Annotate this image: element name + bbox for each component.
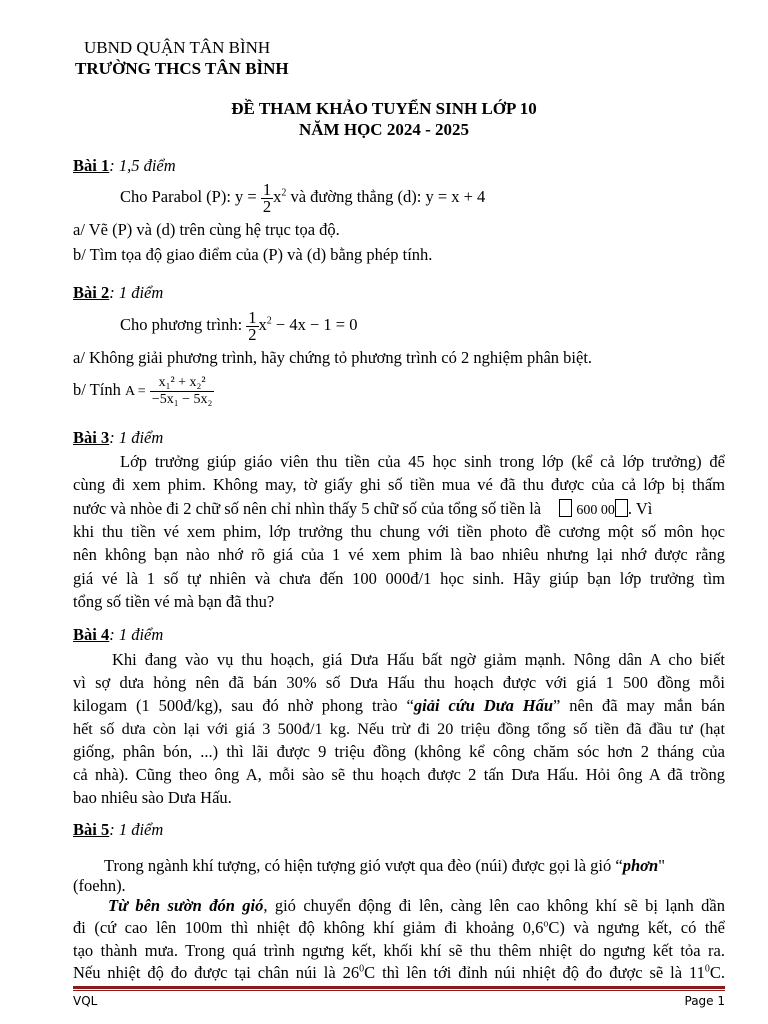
bai5-para2-line: tạo thành mưa. Trong quá trình ngưng kết, khối khí sẽ thu thêm nhiệt do ngưng kết tỏa ra. bbox=[73, 941, 725, 960]
bai5-para2-line bbox=[73, 918, 725, 938]
bai4-line: vì sợ dưa hỏng nên đã bán 30% số Dưa Hấu thu hoạch được với giá 1 500 đồng mỗi bbox=[73, 673, 725, 692]
bai3-line: khi thu tiền vé xem phim, lớp trưởng thu chung với tiền photo đề cương một số môn học bbox=[73, 522, 725, 541]
bai5-p2-l4-a: Nếu nhiệt độ đo được tại chân núi là 26 bbox=[73, 963, 360, 982]
bai2-label: Bài 2 bbox=[73, 283, 110, 302]
bai2-heading bbox=[73, 283, 725, 303]
bai3-visible-digits: 600 00 bbox=[576, 503, 615, 518]
bai1-heading bbox=[73, 156, 725, 176]
bai2-eq-tail: − 4x − 1 = 0 bbox=[271, 315, 358, 334]
bai3-line3-text: nước và nhòe đi 2 chữ số nên chỉ nhìn thấy 5 chữ số của tổng số tiền là bbox=[73, 499, 542, 518]
bai1-label: Bài 1 bbox=[73, 156, 110, 175]
bai5-p1-text: Trong ngành khí tượng, có hiện tượng gió vượt qua đèo (núi) được gọi là gió “ bbox=[104, 856, 623, 875]
A-den: −5x₁ − 5x₂ bbox=[151, 391, 213, 407]
bai5-p2-l2-b: C) và ngưng kết, có thể bbox=[548, 918, 726, 937]
bai5-heading bbox=[73, 820, 725, 840]
bai2-points: : 1 điểm bbox=[109, 283, 164, 302]
bai2-A-fraction bbox=[150, 375, 215, 408]
bai5-p2-l2-a: đi (cứ cao lên 100m thì nhiệt độ không khí giảm đi khoảng 0,6 bbox=[73, 918, 544, 937]
bai3-line: cùng đi xem phim. Không may, tờ giấy ghi số tiền mua vé đã thu được của cả lớp bị thấm bbox=[73, 475, 725, 494]
bai4-line3-a: kilogam (1 500đ/kg), sau đó nhờ phong trào “ bbox=[73, 696, 414, 715]
bai5-phon: phơn bbox=[622, 856, 659, 875]
bai5-para1 bbox=[104, 856, 725, 876]
degree-sup: 0 bbox=[704, 963, 710, 975]
bai1-intro bbox=[120, 181, 485, 215]
footer-rule bbox=[73, 986, 725, 989]
bai3-heading bbox=[73, 428, 725, 448]
bai1-fraction bbox=[261, 179, 273, 216]
bai2-intro-text: Cho phương trình: bbox=[120, 315, 247, 334]
bai1-part-a: a/ Vẽ (P) và (d) trên cùng hệ trục tọa độ. bbox=[73, 220, 340, 239]
bai5-label: Bài 5 bbox=[73, 820, 110, 839]
bai3-line: tổng số tiền vé mà bạn đã thu? bbox=[73, 592, 275, 611]
bai4-line: cả nhà). Cũng theo ông A, mỗi sào sẽ thu hoạch được 2 tấn Dưa Hấu. Hỏi ông A đã trồng bbox=[73, 765, 725, 784]
footer-author: VQL bbox=[73, 994, 98, 1008]
bai4-heading bbox=[73, 625, 725, 645]
A-num: x₁² + x₂² bbox=[150, 375, 215, 392]
frac-den: 2 bbox=[248, 324, 257, 344]
frac-num: 1 bbox=[248, 307, 257, 327]
frac-num: 1 bbox=[262, 179, 272, 199]
bai3-line3-tail: . Vì bbox=[627, 499, 653, 518]
bai5-para2 bbox=[108, 896, 725, 916]
blurred-digit-box bbox=[559, 499, 572, 517]
bai5-para2-line bbox=[73, 963, 725, 983]
bai5-para1-line2: (foehn). bbox=[73, 876, 126, 895]
bai5-p1-close: " bbox=[658, 856, 665, 875]
footer-rule-thin bbox=[73, 990, 725, 991]
bai4-line: Khi đang vào vụ thu hoạch, giá Dưa Hấu bất ngờ giảm mạnh. Nông dân A cho biết bbox=[112, 650, 725, 669]
bai5-p2-text: , gió chuyển động đi lên, càng lên cao không khí sẽ bị lạnh dần bbox=[263, 896, 725, 915]
bai4-line: giống, phân bón, ...) thì lãi được 9 triệu đồng (không kể công chăm sóc hơn 2 tháng của bbox=[73, 742, 725, 761]
bai5-points: : 1 điểm bbox=[109, 820, 164, 839]
bai5-windward: Từ bên sườn đón gió bbox=[108, 896, 264, 915]
bai2-x: x bbox=[258, 315, 267, 334]
bai1-line-d: và đường thẳng (d): y = x + 4 bbox=[286, 187, 486, 206]
frac-den: 2 bbox=[262, 196, 272, 216]
school-name: TRƯỜNG THCS TÂN BÌNH bbox=[75, 59, 289, 78]
bai1-intro-text: Cho Parabol (P): y = bbox=[120, 187, 257, 206]
bai3-line bbox=[73, 498, 725, 522]
degree-sup: 0 bbox=[359, 963, 365, 975]
bai2-fraction bbox=[246, 307, 258, 344]
bai4-line bbox=[73, 696, 725, 716]
school-year: NĂM HỌC 2024 - 2025 bbox=[299, 120, 469, 139]
bai2-part-b-label: b/ Tính bbox=[73, 380, 125, 399]
exam-title: ĐỀ THAM KHẢO TUYỂN SINH LỚP 10 bbox=[231, 99, 537, 118]
bai4-points: : 1 điểm bbox=[109, 625, 164, 644]
bai5-p2-l4-b: C thì lên tới đỉnh núi nhiệt độ đo được sẽ là 11 bbox=[364, 963, 705, 982]
bai4-line: hết số dưa còn lại với giá 3 500đ/1 kg. Nếu trừ đi 20 triệu đồng tổng số tiền đã đầu tư (hạt bbox=[73, 720, 725, 738]
bai3-line: Lớp trưởng giúp giáo viên thu tiền của 45 học sinh trong lớp (kể cả lớp trưởng) để bbox=[120, 452, 725, 471]
bai2-A-eq: A = bbox=[124, 384, 146, 399]
bai3-label: Bài 3 bbox=[73, 428, 110, 447]
bai3-line: nên không bạn nào nhớ rõ giá của 1 vé xem phim là bao nhiêu nhưng lại nhớ được rằng bbox=[73, 545, 725, 564]
degree-sup: o bbox=[543, 918, 549, 930]
bai2-intro bbox=[120, 309, 357, 343]
bai4-line3-b: ” nên đã may mắn bán bbox=[553, 696, 725, 715]
bai1-part-b: b/ Tìm tọa độ giao điểm của (P) và (d) bằng phép tính. bbox=[73, 245, 433, 264]
bai5-p2-l4-c: C. bbox=[709, 963, 725, 982]
bai4-line: bao nhiêu sào Dưa Hấu. bbox=[73, 788, 232, 807]
authority-name: UBND QUẬN TÂN BÌNH bbox=[84, 38, 271, 57]
bai2-exp: 2 bbox=[266, 315, 272, 327]
bai1-exp: 2 bbox=[281, 187, 287, 199]
page-number: Page 1 bbox=[684, 994, 725, 1008]
bai2-part-b bbox=[73, 372, 214, 410]
bai3-points: : 1 điểm bbox=[109, 428, 164, 447]
bai2-part-a: a/ Không giải phương trình, hãy chứng tỏ phương trình có 2 nghiệm phân biệt. bbox=[73, 348, 593, 367]
bai4-campaign: giải cứu Dưa Hấu bbox=[413, 696, 554, 715]
bai3-line: giá vé là 1 số tự nhiên và chưa đến 100 000đ/1 học sinh. Hãy giúp bạn lớp trưởng tìm bbox=[73, 569, 725, 588]
bai1-x: x bbox=[273, 187, 282, 206]
blurred-digit-box bbox=[615, 499, 628, 517]
bai1-points: : 1,5 điểm bbox=[109, 156, 176, 175]
bai4-label: Bài 4 bbox=[73, 625, 110, 644]
